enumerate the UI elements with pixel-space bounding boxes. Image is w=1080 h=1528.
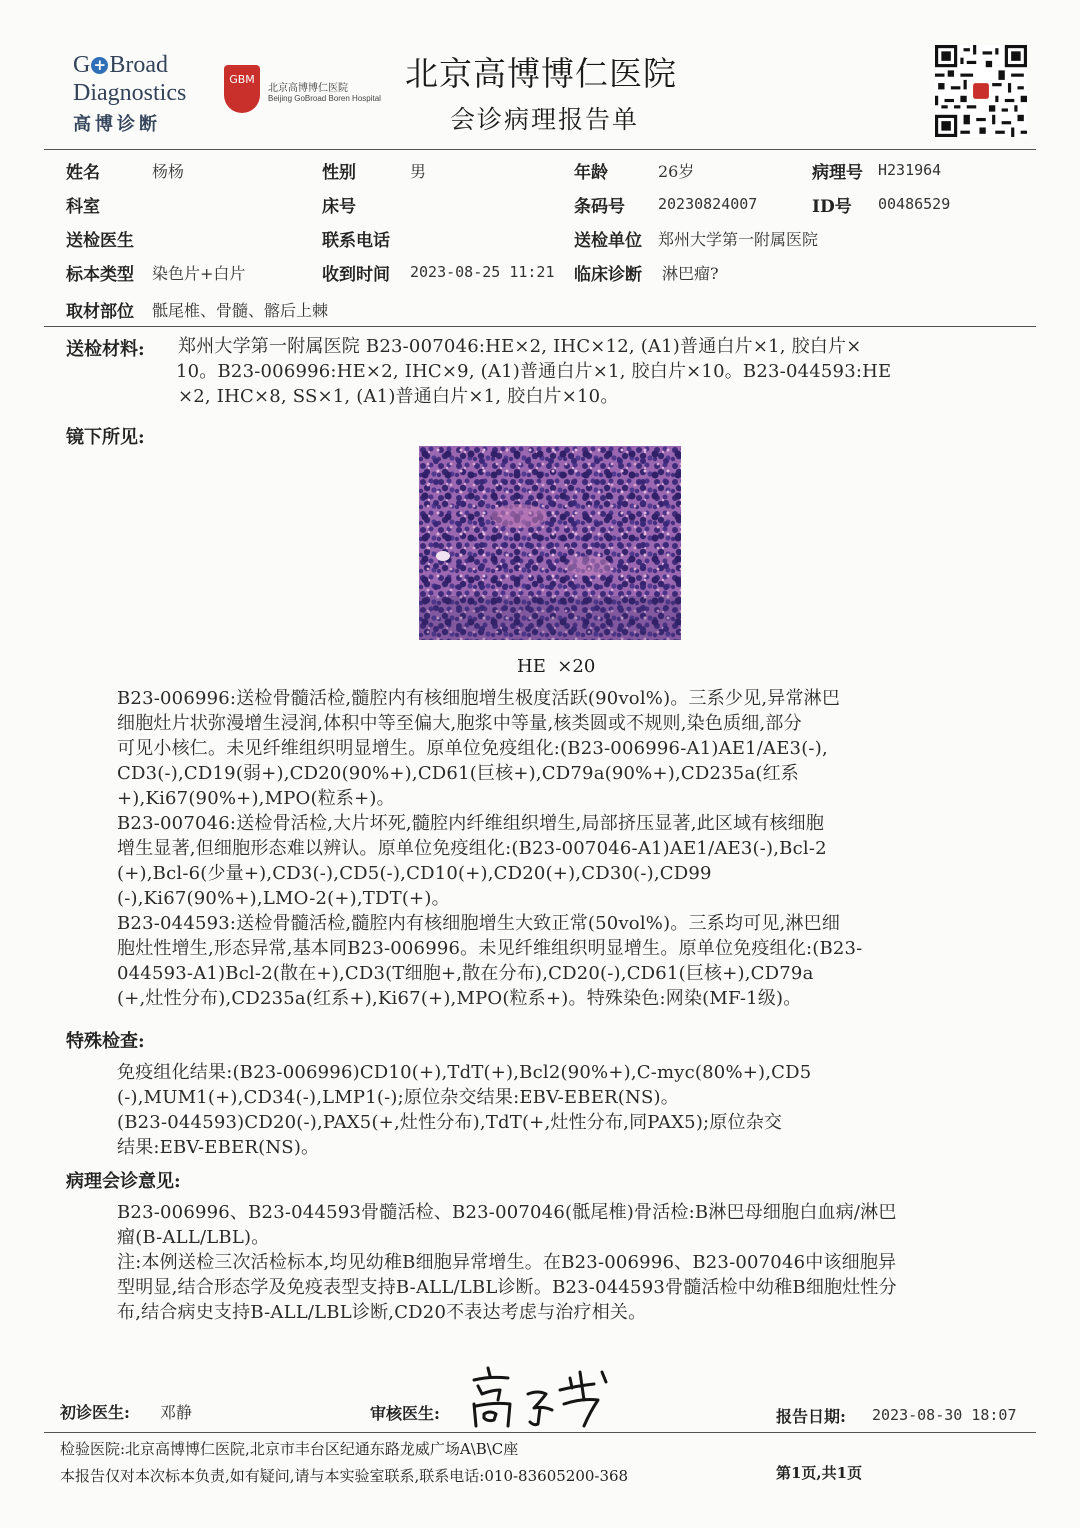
brand-word: Broad	[109, 52, 168, 78]
bed-label: 床号	[322, 197, 356, 217]
gbm-cn-name: 北京高博博仁医院	[268, 83, 348, 94]
doctor-label: 送检医生	[66, 231, 134, 251]
special-label: 特殊检查:	[66, 1031, 145, 1052]
phone-label: 联系电话	[322, 231, 390, 251]
special-text	[117, 1060, 1037, 1160]
microscopy-line: CD3(-),CD19(弱+),CD20(90%+),CD61(巨核+),CD79a(90%+),CD235a(红系	[117, 763, 799, 784]
pathno-value: H231964	[878, 161, 942, 179]
microscopy-label: 镜下所见:	[66, 427, 145, 448]
report-date-label: 报告日期:	[776, 1407, 846, 1426]
opinion-line: 注:本例送检三次活检标本,均见幼稚B细胞异常增生。在B23-006996、B23-007046中该细胞异	[117, 1252, 897, 1273]
brand-line2: Diagnostics	[73, 80, 187, 106]
microscopy-line: (+),Bcl-6(少量+),CD3(-),CD5(-),CD10(+),CD20(+),CD30(-),CD99	[117, 863, 712, 884]
microscopy-line: B23-007046:送检骨活检,大片坏死,髓腔内纤维组织增生,局部挤压显著,此区域有核细胞	[117, 813, 825, 834]
microscopy-line: 细胞灶片状弥漫增生浸润,体积中等至偏大,胞浆中等量,核类圆或不规则,染色质细,部分	[117, 713, 802, 734]
reviewer-signature	[460, 1360, 620, 1430]
hospital-title: 北京高博博仁医院	[405, 54, 677, 93]
microscopy-line: B23-006996:送检骨髓活检,髓腔内有核细胞增生极度活跃(90vol%)。三系少见,异常淋巴	[117, 688, 841, 709]
initial-doctor-value: 邓静	[160, 1403, 193, 1422]
name-label: 姓名	[66, 163, 100, 183]
special-line: (-),MUM1(+),CD34(-),LMP1(-);原位杂交结果:EBV-EBER(NS)。	[117, 1087, 679, 1108]
diag-value: 淋巴瘤?	[662, 264, 719, 283]
brand-letter: G	[73, 52, 91, 78]
received-value: 2023-08-25 11:21	[410, 263, 555, 281]
microscopy-line: 044593-A1)Bcl-2(散在+),CD3(T细胞+,散在分布),CD20(-),CD61(巨核+),CD79a	[117, 963, 814, 984]
plus-icon: +	[91, 57, 108, 74]
microscopy-line: (+,灶性分布),CD235a(红系+),Ki67(+),MPO(粒系+)。特殊染色:网染(MF-1级)。	[117, 988, 802, 1009]
microscopy-line: 胞灶性增生,形态异常,基本同B23-006996。未见纤维组织明显增生。原单位免疫组化:(B23-	[117, 938, 863, 959]
opinion-line: 瘤(B-ALL/LBL)。	[117, 1227, 270, 1248]
site-label: 取材部位	[66, 302, 134, 322]
unit-value: 郑州大学第一附属医院	[658, 230, 819, 249]
opinion-line: B23-006996、B23-044593骨髓活检、B23-007046(骶尾椎)骨活检:B淋巴母细胞白血病/淋巴	[117, 1202, 897, 1223]
gobroad-logo	[73, 52, 168, 79]
opinion-line: 型明显,结合形态学及免疫表型支持B-ALL/LBL诊断。B23-044593骨髓活检中幼稚B细胞灶性分	[117, 1277, 897, 1298]
page-number: 第1页,共1页	[776, 1464, 863, 1482]
qr-code-icon	[935, 45, 1027, 137]
footer-divider	[44, 1432, 1036, 1433]
age-label: 年龄	[574, 163, 608, 183]
age-value: 26岁	[658, 162, 695, 181]
microscopy-line: +),Ki67(90%+),MPO(粒系+)。	[117, 788, 395, 809]
specimen-label: 标本类型	[66, 265, 134, 285]
barcode-value: 20230824007	[658, 195, 758, 213]
opinion-text	[117, 1200, 1037, 1325]
initial-doctor-label: 初诊医生:	[60, 1403, 130, 1422]
gender-value: 男	[410, 162, 427, 181]
materials-label: 送检材料:	[66, 339, 145, 360]
report-date-value: 2023-08-30 18:07	[872, 1406, 1017, 1424]
received-label: 收到时间	[322, 265, 390, 285]
barcode-label: 条码号	[574, 197, 625, 217]
he-micrograph	[419, 446, 681, 640]
unit-label: 送检单位	[574, 231, 642, 251]
materials-line: ×2, IHC×8, SS×1, (A1)普通白片×1, 胶白片×10。	[178, 386, 619, 407]
microscopy-line: 增生显著,但细胞形态难以辨认。原单位免疫组化:(B23-007046-A1)AE1/AE3(-),Bcl-2	[117, 838, 827, 859]
micrograph-caption: HE ×20	[517, 656, 596, 677]
brand-cn: 高博诊断	[73, 114, 161, 135]
diag-label: 临床诊断	[574, 265, 642, 285]
header-divider	[44, 149, 1036, 150]
footer-note: 本报告仅对本次标本负责,如有疑问,请与本实验室联系,联系电话:010-83605200-368	[60, 1467, 629, 1485]
microscopy-line: (-),Ki67(90%+),LMO-2(+),TDT(+)。	[117, 888, 450, 909]
opinion-line: 布,结合病史支持B-ALL/LBL诊断,CD20不表达考虑与治疗相关。	[117, 1302, 647, 1323]
opinion-label: 病理会诊意见:	[66, 1171, 181, 1192]
site-value: 骶尾椎、骨髓、髂后上棘	[152, 301, 329, 320]
gbm-en-name: Beijing GoBroad Boren Hospital	[268, 94, 381, 103]
info-divider	[44, 326, 1036, 327]
special-line: (B23-044593)CD20(-),PAX5(+,灶性分布),TdT(+,灶性分布,同PAX5);原位杂交	[117, 1112, 783, 1133]
microscopy-line: 可见小核仁。未见纤维组织明显增生。原单位免疫组化:(B23-006996-A1)AE1/AE3(-),	[117, 738, 828, 759]
id-label: ID号	[812, 197, 852, 217]
gender-label: 性别	[322, 163, 356, 183]
microscopy-text	[117, 686, 1037, 1011]
special-line: 结果:EBV-EBER(NS)。	[117, 1137, 320, 1158]
review-doctor-label: 审核医生:	[370, 1404, 440, 1423]
materials-text	[178, 334, 1028, 409]
materials-line: 郑州大学第一附属医院 B23-007046:HE×2, IHC×12, (A1)普通白片×1, 胶白片×	[178, 336, 862, 357]
name-value: 杨杨	[152, 162, 185, 181]
id-value: 00486529	[878, 195, 951, 213]
special-line: 免疫组化结果:(B23-006996)CD10(+),TdT(+),Bcl2(90%+),C-myc(80%+),CD5	[117, 1062, 812, 1083]
footer-lab: 检验医院:北京高博博仁医院,北京市丰台区纪通东路龙威广场A\B\C座	[60, 1440, 519, 1458]
specimen-value: 染色片+白片	[152, 264, 246, 283]
microscopy-line: B23-044593:送检骨髓活检,髓腔内有核细胞增生大致正常(50vol%)。三系均可见,淋巴细	[117, 913, 841, 934]
gbm-shield-icon	[224, 65, 260, 113]
materials-line: 10。B23-006996:HE×2, IHC×9, (A1)普通白片×1, 胶白片×10。B23-044593:HE	[176, 361, 892, 382]
dept-label: 科室	[66, 197, 100, 217]
pathno-label: 病理号	[812, 163, 863, 183]
gbm-logo-text: GBM	[229, 73, 255, 86]
report-title: 会诊病理报告单	[450, 105, 640, 134]
